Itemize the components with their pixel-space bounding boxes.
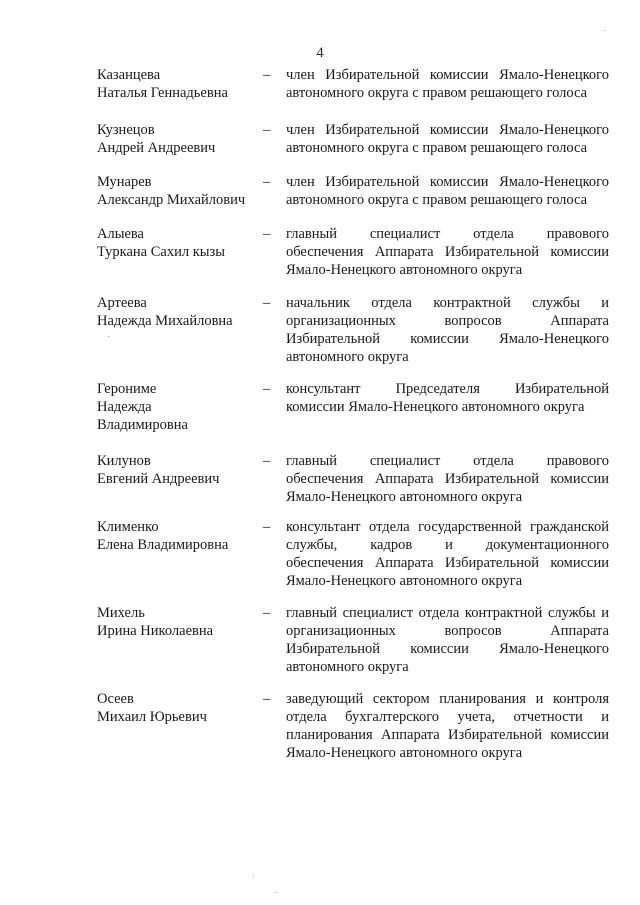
member-name-line: Владимировна <box>97 417 188 433</box>
member-position-line: Ямало-Ненецкого автономного округа <box>286 745 523 761</box>
entry-dash: – <box>263 381 271 397</box>
entry-dash: – <box>263 295 271 311</box>
scan-speck <box>604 30 605 31</box>
scan-speck <box>253 876 254 877</box>
member-position-line: член Избирательной комиссии Ямало-Ненецкого <box>286 174 609 190</box>
member-position-line: Избирательной комиссии Ямало-Ненецкого <box>286 641 609 657</box>
member-position-line: главный специалист отдела контрактной службы и <box>286 605 609 621</box>
member-name-line: Клименко <box>97 519 159 535</box>
member-name <box>97 690 262 726</box>
member-name-line: Александр Михайлович <box>97 192 246 208</box>
member-name <box>97 225 262 261</box>
entry-dash: – <box>263 122 271 138</box>
member-position-line: отдела бухгалтерского учета, отчетности и <box>286 709 609 725</box>
entry-dash: – <box>263 174 271 190</box>
member-name <box>97 518 262 554</box>
member-name-line: Надежда <box>97 399 152 415</box>
member-name-line: Надежда Михайловна <box>97 313 233 329</box>
member-position <box>286 225 609 279</box>
entry-dash: – <box>263 605 271 621</box>
member-position-line: автономного округа с правом решающего голоса <box>286 85 588 101</box>
member-position-line: службы, кадров и документационного <box>286 537 609 553</box>
member-name-line: Килунов <box>97 453 151 469</box>
entry-dash: – <box>263 691 271 707</box>
member-position <box>286 452 609 506</box>
member-name-line: Туркана Сахил кызы <box>97 244 225 260</box>
member-position-line: обеспечения Аппарата Избирательной комиссии <box>286 471 609 487</box>
member-position-line: комиссии Ямало-Ненецкого автономного округа <box>286 399 585 415</box>
member-position-line: автономного округа <box>286 659 409 675</box>
member-position-line: Избирательной комиссии Ямало-Ненецкого <box>286 331 609 347</box>
member-name <box>97 294 262 330</box>
member-position-line: автономного округа с правом решающего голоса <box>286 140 588 156</box>
member-position <box>286 121 609 157</box>
member-name <box>97 452 262 488</box>
entry-dash: – <box>263 453 271 469</box>
member-name-line: Ирина Николаевна <box>97 623 214 639</box>
member-position <box>286 380 609 416</box>
member-position <box>286 66 609 102</box>
member-position-line: начальник отдела контрактной службы и <box>286 295 609 311</box>
member-position <box>286 294 609 366</box>
member-position-line: член Избирательной комиссии Ямало-Ненецкого <box>286 67 609 83</box>
member-name-line: Кузнецов <box>97 122 155 138</box>
member-name <box>97 173 262 209</box>
member-position-line: обеспечения Аппарата Избирательной комиссии <box>286 555 609 571</box>
member-position-line: обеспечения Аппарата Избирательной комиссии <box>286 244 609 260</box>
member-name-line: Казанцева <box>97 67 161 83</box>
member-name <box>97 604 262 640</box>
member-name-line: Артеева <box>97 295 147 311</box>
member-name-line: Осеев <box>97 691 134 707</box>
scan-speck <box>276 892 277 893</box>
member-name-line: Михель <box>97 605 145 621</box>
member-position-line: главный специалист отдела правового <box>286 226 609 242</box>
member-position-line: автономного округа с правом решающего голоса <box>286 192 588 208</box>
member-position-line: член Избирательной комиссии Ямало-Ненецкого <box>286 122 609 138</box>
member-position-line: Ямало-Ненецкого автономного округа <box>286 262 523 278</box>
member-position-line: консультант Председателя Избирательной <box>286 381 609 397</box>
member-position-line: консультант отдела государственной гражданской <box>286 519 609 535</box>
member-position <box>286 173 609 209</box>
member-name <box>97 121 262 157</box>
member-position-line: организационных вопросов Аппарата <box>286 313 609 329</box>
member-position <box>286 690 609 762</box>
entry-dash: – <box>263 67 271 83</box>
member-name-line: Алыева <box>97 226 144 242</box>
member-name-line: Андрей Андреевич <box>97 140 216 156</box>
member-position-line: главный специалист отдела правового <box>286 453 609 469</box>
member-position <box>286 518 609 590</box>
member-name <box>97 380 262 434</box>
member-position-line: автономного округа <box>286 349 409 365</box>
member-name-line: Мунарев <box>97 174 152 190</box>
member-position-line: Ямало-Ненецкого автономного округа <box>286 489 523 505</box>
member-name-line: Наталья Геннадьевна <box>97 85 228 101</box>
member-name-line: Михаил Юрьевич <box>97 709 207 725</box>
member-position-line: заведующий сектором планирования и контроля <box>286 691 609 707</box>
member-position-line: организационных вопросов Аппарата <box>286 623 609 639</box>
member-name-line: Герониме <box>97 381 157 397</box>
entry-dash: – <box>263 519 271 535</box>
member-name-line: Евгений Андреевич <box>97 471 220 487</box>
page-number: 4 <box>316 45 324 61</box>
member-position-line: планирования Аппарата Избирательной комиссии <box>286 727 609 743</box>
member-position-line: Ямало-Ненецкого автономного округа <box>286 573 523 589</box>
entry-dash: – <box>263 226 271 242</box>
member-name-line: Елена Владимировна <box>97 537 229 553</box>
member-name <box>97 66 262 102</box>
scan-speck <box>108 336 109 337</box>
member-position <box>286 604 609 676</box>
